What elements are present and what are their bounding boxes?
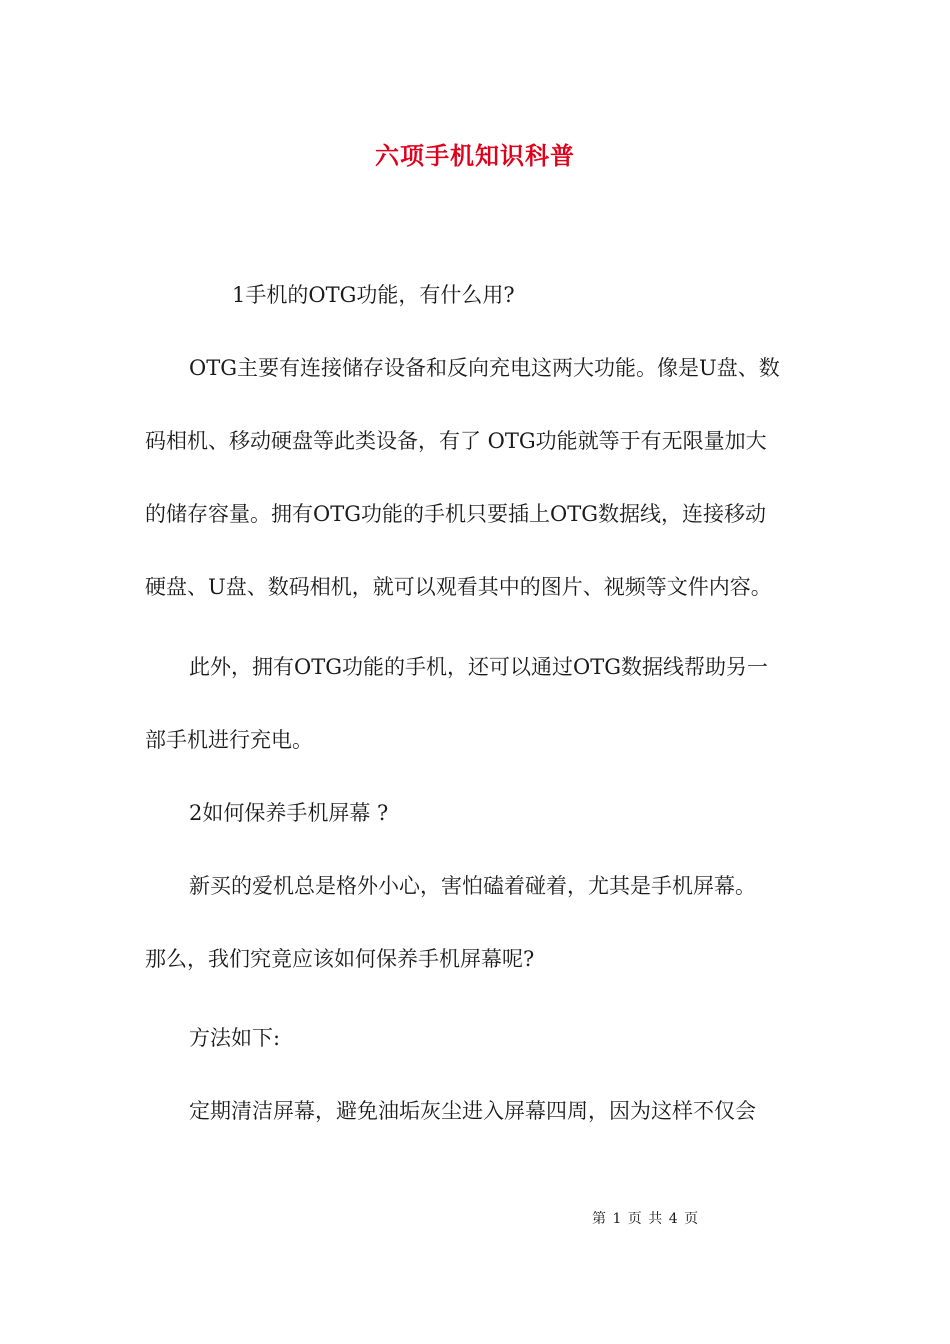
paragraph-line: 那么，我们究竟应该如何保养手机屏幕呢? xyxy=(145,947,535,971)
paragraph-line: 码相机、移动硬盘等此类设备，有了 OTG功能就等于有无限量加大 xyxy=(145,429,767,453)
page-footer: 第 1 页 共 4 页 xyxy=(592,1211,700,1227)
section-heading-otg: 1手机的OTG功能，有什么用? xyxy=(232,283,515,307)
paragraph-line: 方法如下: xyxy=(189,1026,281,1050)
paragraph-line: 此外，拥有OTG功能的手机，还可以通过OTG数据线帮助另一 xyxy=(189,655,768,679)
paragraph-line: 定期清洁屏幕，避免油垢灰尘进入屏幕四周，因为这样不仅会 xyxy=(189,1099,756,1123)
paragraph-line: 新买的爱机总是格外小心，害怕磕着碰着，尤其是手机屏幕。 xyxy=(189,874,756,898)
paragraph-line: 部手机进行充电。 xyxy=(145,728,313,752)
paragraph-line: 的储存容量。拥有OTG功能的手机只要插上OTG数据线，连接移动 xyxy=(145,502,766,526)
paragraph-line: OTG主要有连接储存设备和反向充电这两大功能。像是U盘、数 xyxy=(189,356,780,380)
document-title: 六项手机知识科普 xyxy=(375,141,575,170)
paragraph-line: 硬盘、U盘、数码相机，就可以观看其中的图片、视频等文件内容。 xyxy=(145,575,772,599)
section-heading-screen-care: 2如何保养手机屏幕 ? xyxy=(189,801,389,825)
